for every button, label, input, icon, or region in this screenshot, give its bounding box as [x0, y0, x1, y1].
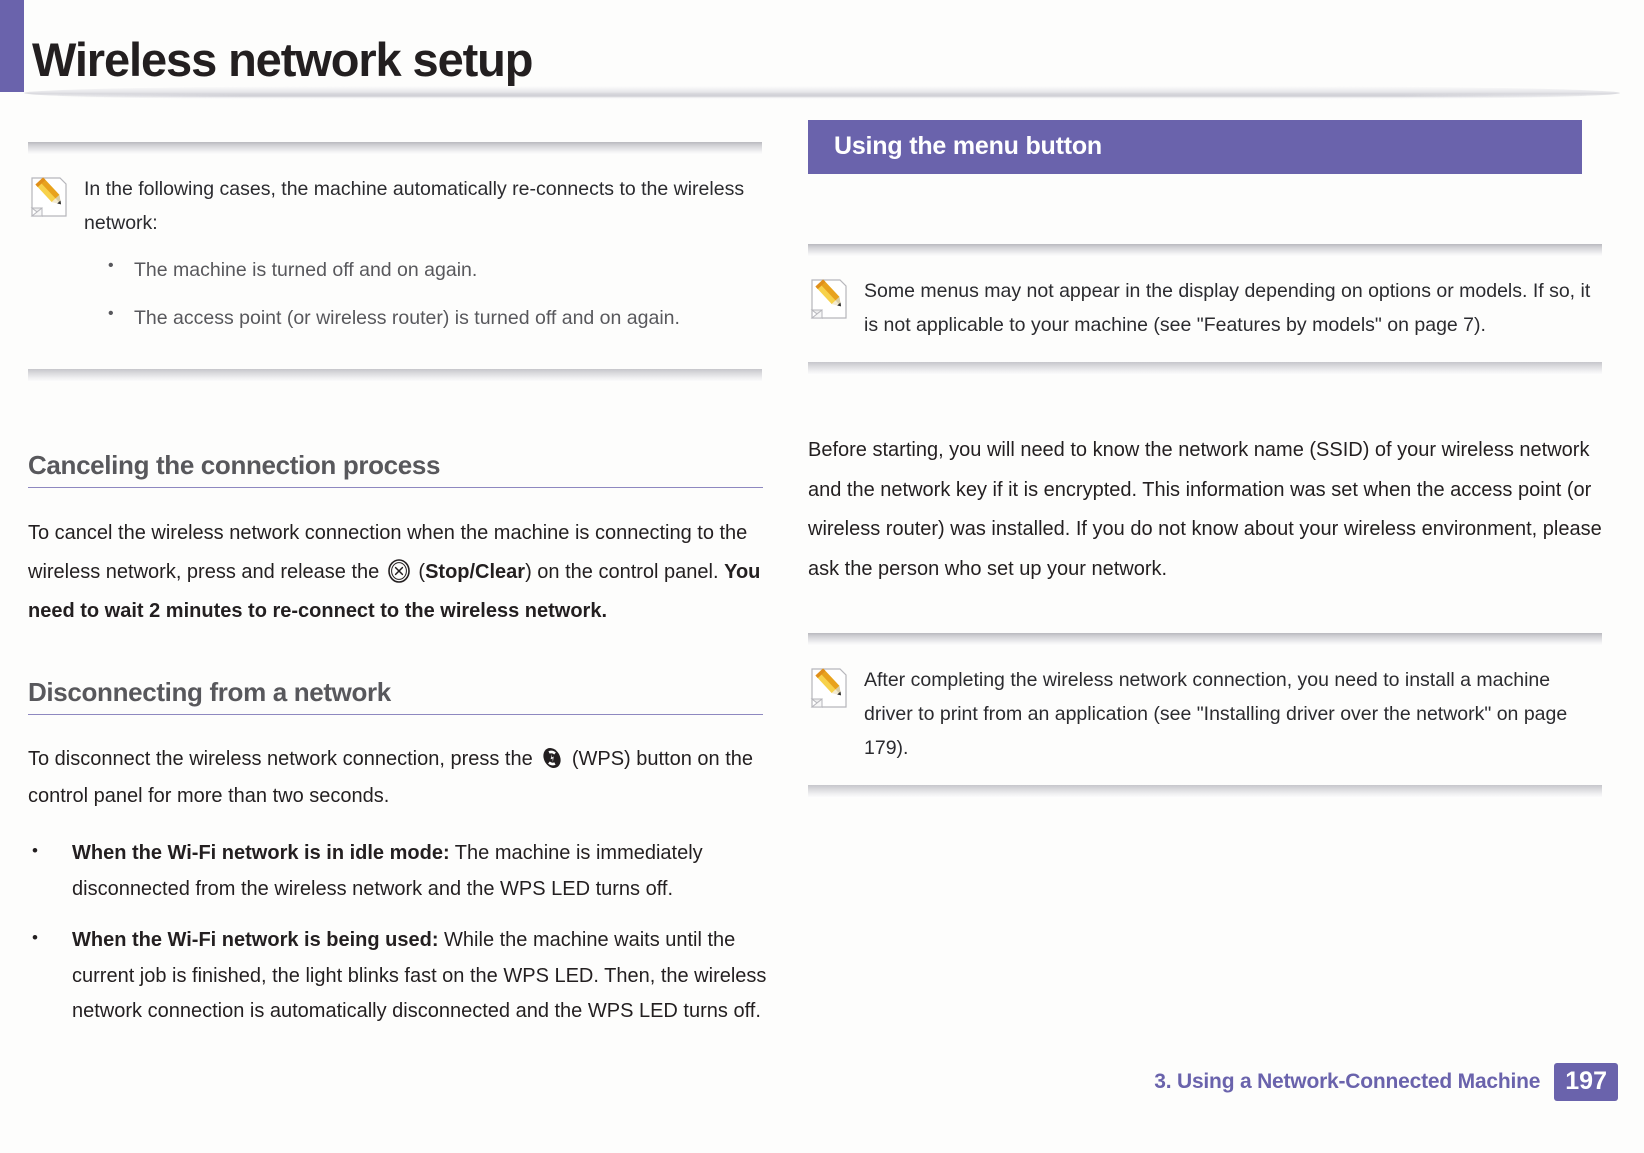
bullet-item-idle-mode — [28, 836, 768, 907]
note-pencil-icon — [808, 277, 850, 321]
bullet-item-being-used — [28, 923, 768, 1030]
note-box-after-completing — [808, 611, 1608, 814]
note-box-some-menus — [808, 222, 1608, 391]
note-box-reconnect — [28, 120, 768, 398]
note-top-rule — [808, 633, 1602, 646]
footer-page-number: 197 — [1554, 1063, 1618, 1101]
heading-underline — [28, 714, 763, 715]
paragraph-text-part1: To cancel the wireless network connection when the machine is connecting to the wireless network, press and release the — [28, 522, 748, 584]
bullet-bold-label: When the Wi-Fi network is being used: — [72, 929, 439, 952]
note-top-rule — [28, 142, 762, 155]
note-bottom-rule — [808, 362, 1602, 375]
right-column — [808, 120, 1608, 814]
title-accent-bar — [0, 0, 24, 92]
stop-clear-icon — [387, 558, 411, 582]
note-bullet-list — [84, 254, 762, 335]
section-disconnecting-network — [28, 677, 768, 1030]
paragraph-text-part1: To disconnect the wireless network connection, press the — [28, 748, 539, 771]
bullet-rest-text: The machine is immediately disconnected from the wireless network and the WPS LED turns off. — [72, 841, 703, 900]
paragraph-text-part2: ( — [412, 561, 426, 584]
section-canceling-connection — [28, 450, 768, 631]
section-heading-disconnecting: Disconnecting from a network — [28, 677, 391, 708]
stop-clear-label: Stop/Clear — [425, 561, 526, 584]
footer-chapter-label: 3. Using a Network-Connected Machine — [1154, 1070, 1541, 1093]
note-pencil-icon — [28, 175, 70, 219]
note-content — [808, 646, 1602, 785]
left-column — [28, 120, 768, 1046]
paragraph-disconnecting — [28, 741, 768, 814]
note-content — [28, 155, 762, 369]
note-bottom-rule — [808, 785, 1602, 798]
note-bottom-rule — [28, 369, 762, 382]
section-heading-canceling: Canceling the connection process — [28, 450, 441, 481]
paragraph-before-starting: Before starting, you will need to know the network name (SSID) of your wireless network and the network key if it is encrypted. This information was set when the access point (or wireless router) was installed. If you do not know about your wireless environment, please ask the person who set up your network. — [808, 439, 1602, 580]
paragraph-text-part3: ) on the control panel. — [525, 561, 725, 584]
page-footer — [1154, 1063, 1618, 1101]
note-content — [808, 257, 1602, 362]
paragraph-bold-warning: You need to wait 2 minutes to re-connect to the wireless network. — [28, 561, 761, 623]
note-text-block — [84, 173, 762, 349]
bullet-rest-text: While the machine waits until the current job is finished, the light blinks fast on the WPS LED. Then, the wireless network connection is automatically disconnected and the WPS LED turns off. — [72, 929, 767, 1023]
note-text: Some menus may not appear in the display depending on options or models. If so, it is not applicable to your machine (see "Features by models" on page 7). — [864, 280, 1591, 336]
page-title: Wireless network setup — [32, 33, 533, 87]
note-pencil-icon — [808, 666, 850, 710]
paragraph-text-part2: (WPS) button on the control panel for more than two seconds. — [28, 748, 754, 807]
section-bar-heading-menu-button: Using the menu button — [808, 120, 1582, 174]
bullet-bold-label: When the Wi-Fi network is in idle mode: — [72, 841, 450, 864]
note-text: In the following cases, the machine automatically re-connects to the wireless network: — [84, 178, 745, 234]
title-divider — [24, 86, 1620, 100]
note-bullet-item: • The access point (or wireless router) is turned off and on again. — [92, 302, 762, 336]
wps-icon — [541, 746, 563, 770]
disconnect-bullet-list — [28, 836, 768, 1030]
heading-underline — [28, 487, 763, 488]
note-bullet-item: • The machine is turned off and on again. — [92, 254, 762, 288]
note-top-rule — [808, 244, 1602, 257]
paragraph-canceling — [28, 514, 768, 631]
note-text: After completing the wireless network connection, you need to install a machine driver to print from an application (see "Installing driver over the network" on page 179). — [864, 669, 1568, 759]
